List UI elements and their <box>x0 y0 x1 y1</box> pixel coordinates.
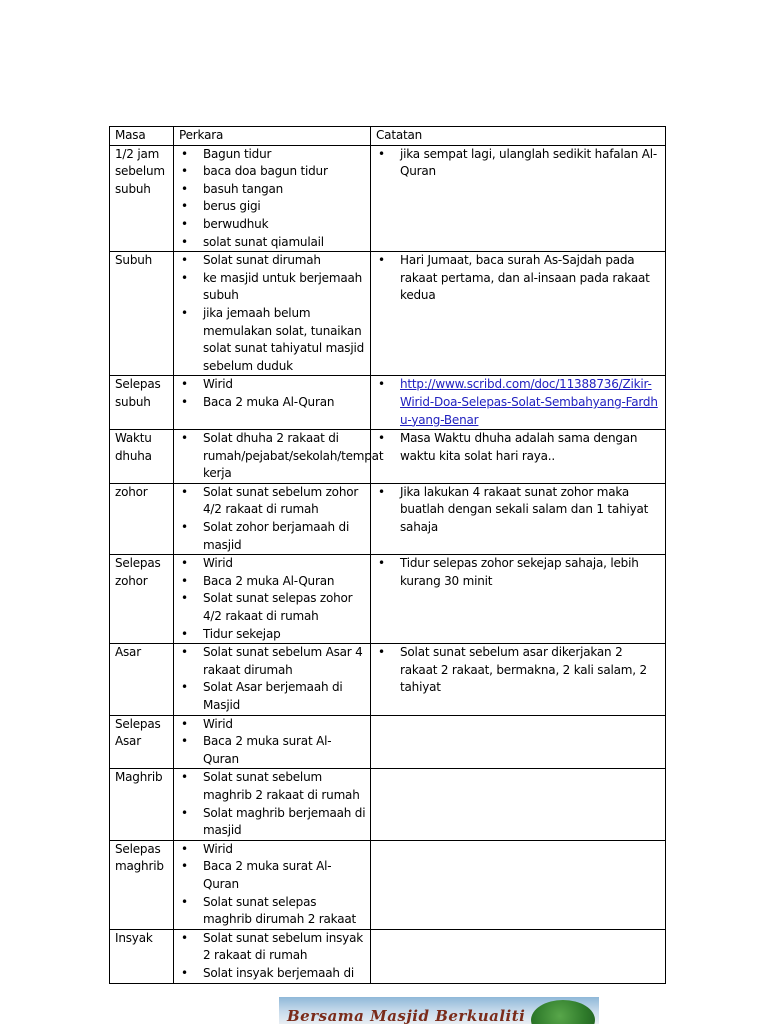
perkara-item: • Solat sunat selepas maghrib dirumah 2 rakaat <box>179 894 366 929</box>
perkara-item: • basuh tangan <box>179 181 366 199</box>
table-row <box>110 376 666 430</box>
perkara-item: • berwudhuk <box>179 216 366 234</box>
perkara-list <box>179 555 366 643</box>
catatan-cell <box>371 430 666 484</box>
masa-cell: Selepas subuh <box>110 376 174 430</box>
catatan-cell <box>371 715 666 769</box>
masa-cell: Selepas maghrib <box>110 840 174 929</box>
perkara-cell <box>174 929 371 983</box>
perkara-cell <box>174 555 371 644</box>
table-row <box>110 840 666 929</box>
perkara-item: • baca doa bagun tidur <box>179 163 366 181</box>
catatan-cell <box>371 769 666 840</box>
perkara-list <box>179 484 366 554</box>
perkara-item: • Solat Asar berjemaah di Masjid <box>179 679 366 714</box>
catatan-cell <box>371 483 666 554</box>
perkara-cell <box>174 769 371 840</box>
table-row <box>110 715 666 769</box>
perkara-item: • Solat sunat selepas zohor 4/2 rakaat di rumah <box>179 590 366 625</box>
header-row <box>110 127 666 146</box>
perkara-item: • Baca 2 muka Al-Quran <box>179 394 366 412</box>
catatan-cell <box>371 376 666 430</box>
catatan-list <box>376 430 661 465</box>
masa-cell: Waktu dhuha <box>110 430 174 484</box>
table-row <box>110 430 666 484</box>
table-row <box>110 929 666 983</box>
catatan-item: • Solat sunat sebelum asar dikerjakan 2 rakaat 2 rakaat, bermakna, 2 kali salam, 2 tahiyat <box>376 644 661 697</box>
perkara-list <box>179 430 384 483</box>
masa-cell: Selepas Asar <box>110 715 174 769</box>
masa-cell: Insyak <box>110 929 174 983</box>
perkara-cell <box>174 430 384 484</box>
catatan-list <box>376 644 661 697</box>
banner-text: Bersama Masjid Berkualiti <box>287 1007 526 1024</box>
perkara-item: • ke masjid untuk berjemaah subuh <box>179 270 366 305</box>
catatan-item: • Masa Waktu dhuha adalah sama dengan waktu kita solat hari raya.. <box>376 430 661 465</box>
perkara-item: • Solat maghrib berjemaah di masjid <box>179 805 366 840</box>
catatan-item: • Tidur selepas zohor sekejap sahaja, lebih kurang 30 minit <box>376 555 661 590</box>
perkara-list <box>179 769 366 839</box>
table-row <box>110 555 666 644</box>
masa-cell: Maghrib <box>110 769 174 840</box>
perkara-cell <box>174 376 371 430</box>
perkara-item: • jika jemaah belum memulakan solat, tunaikan solat sunat tahiyatul masjid sebelum duduk <box>179 305 366 375</box>
perkara-item: • Baca 2 muka surat Al-Quran <box>179 858 366 893</box>
perkara-item: • Solat zohor berjamaah di masjid <box>179 519 366 554</box>
table-row <box>110 769 666 840</box>
perkara-item: • Baca 2 muka surat Al-Quran <box>179 733 366 768</box>
table-row <box>110 145 666 252</box>
header-catatan: Catatan <box>371 127 666 146</box>
perkara-cell <box>174 145 371 252</box>
masa-cell: 1/2 jam sebelum subuh <box>110 145 174 252</box>
catatan-cell <box>371 145 666 252</box>
perkara-list <box>179 716 366 769</box>
perkara-cell <box>174 644 371 715</box>
perkara-item: • Bagun tidur <box>179 146 366 164</box>
perkara-item: • Tidur sekejap <box>179 626 366 644</box>
header-perkara: Perkara <box>174 127 371 146</box>
scribd-link[interactable]: http://www.scribd.com/doc/11388736/Zikir-Wirid-Doa-Selepas-Solat-Sembahyang-Fardhu-yang-Benar <box>400 377 658 427</box>
perkara-item: • solat sunat qiamulail <box>179 234 366 252</box>
perkara-item: • Solat sunat sebelum insyak 2 rakaat di rumah <box>179 930 366 965</box>
catatan-list <box>376 252 661 305</box>
perkara-item: • Wirid <box>179 555 366 573</box>
perkara-item: • berus gigi <box>179 198 366 216</box>
perkara-item: • Solat sunat dirumah <box>179 252 366 270</box>
catatan-item: • jika sempat lagi, ulanglah sedikit hafalan Al-Quran <box>376 146 661 181</box>
catatan-list <box>376 146 661 181</box>
catatan-cell <box>371 252 666 376</box>
perkara-list <box>179 146 366 252</box>
perkara-item: • Wirid <box>179 376 366 394</box>
perkara-item: • Solat dhuha 2 rakaat di rumah/pejabat/sekolah/tempat kerja <box>179 430 366 483</box>
catatan-item <box>376 376 661 429</box>
masa-cell: zohor <box>110 483 174 554</box>
catatan-cell <box>371 644 666 715</box>
perkara-list <box>179 376 366 411</box>
masa-cell: Subuh <box>110 252 174 376</box>
perkara-list <box>179 644 366 714</box>
perkara-item: • Baca 2 muka Al-Quran <box>179 573 366 591</box>
table-row <box>110 483 666 554</box>
perkara-cell <box>174 483 371 554</box>
header-masa: Masa <box>110 127 174 146</box>
perkara-list <box>179 252 366 375</box>
perkara-item: • Wirid <box>179 841 366 859</box>
schedule-table <box>109 126 666 984</box>
schedule-rows <box>110 145 666 983</box>
catatan-item: • Jika lakukan 4 rakaat sunat zohor maka buatlah dengan sekali salam dan 1 tahiyat sahaja <box>376 484 661 537</box>
perkara-cell <box>174 252 371 376</box>
catatan-item: • Hari Jumaat, baca surah As-Sajdah pada rakaat pertama, dan al-insaan pada rakaat kedua <box>376 252 661 305</box>
catatan-list <box>376 376 661 429</box>
catatan-list <box>376 555 661 590</box>
masa-cell: Asar <box>110 644 174 715</box>
masa-cell: Selepas zohor <box>110 555 174 644</box>
table-row <box>110 644 666 715</box>
perkara-cell <box>174 840 371 929</box>
perkara-item: • Solat sunat sebelum zohor 4/2 rakaat di rumah <box>179 484 366 519</box>
catatan-list <box>376 484 661 537</box>
perkara-list <box>179 930 366 983</box>
perkara-item: • Wirid <box>179 716 366 734</box>
catatan-cell <box>371 840 666 929</box>
catatan-cell <box>371 555 666 644</box>
tree-graphic <box>531 1000 595 1024</box>
perkara-list <box>179 841 366 929</box>
perkara-cell <box>174 715 371 769</box>
catatan-cell <box>371 929 666 983</box>
perkara-item: • Solat insyak berjemaah di <box>179 965 366 983</box>
masjid-banner-image <box>279 997 599 1024</box>
perkara-item: • Solat sunat sebelum maghrib 2 rakaat di rumah <box>179 769 366 804</box>
table-row <box>110 252 666 376</box>
perkara-item: • Solat sunat sebelum Asar 4 rakaat dirumah <box>179 644 366 679</box>
